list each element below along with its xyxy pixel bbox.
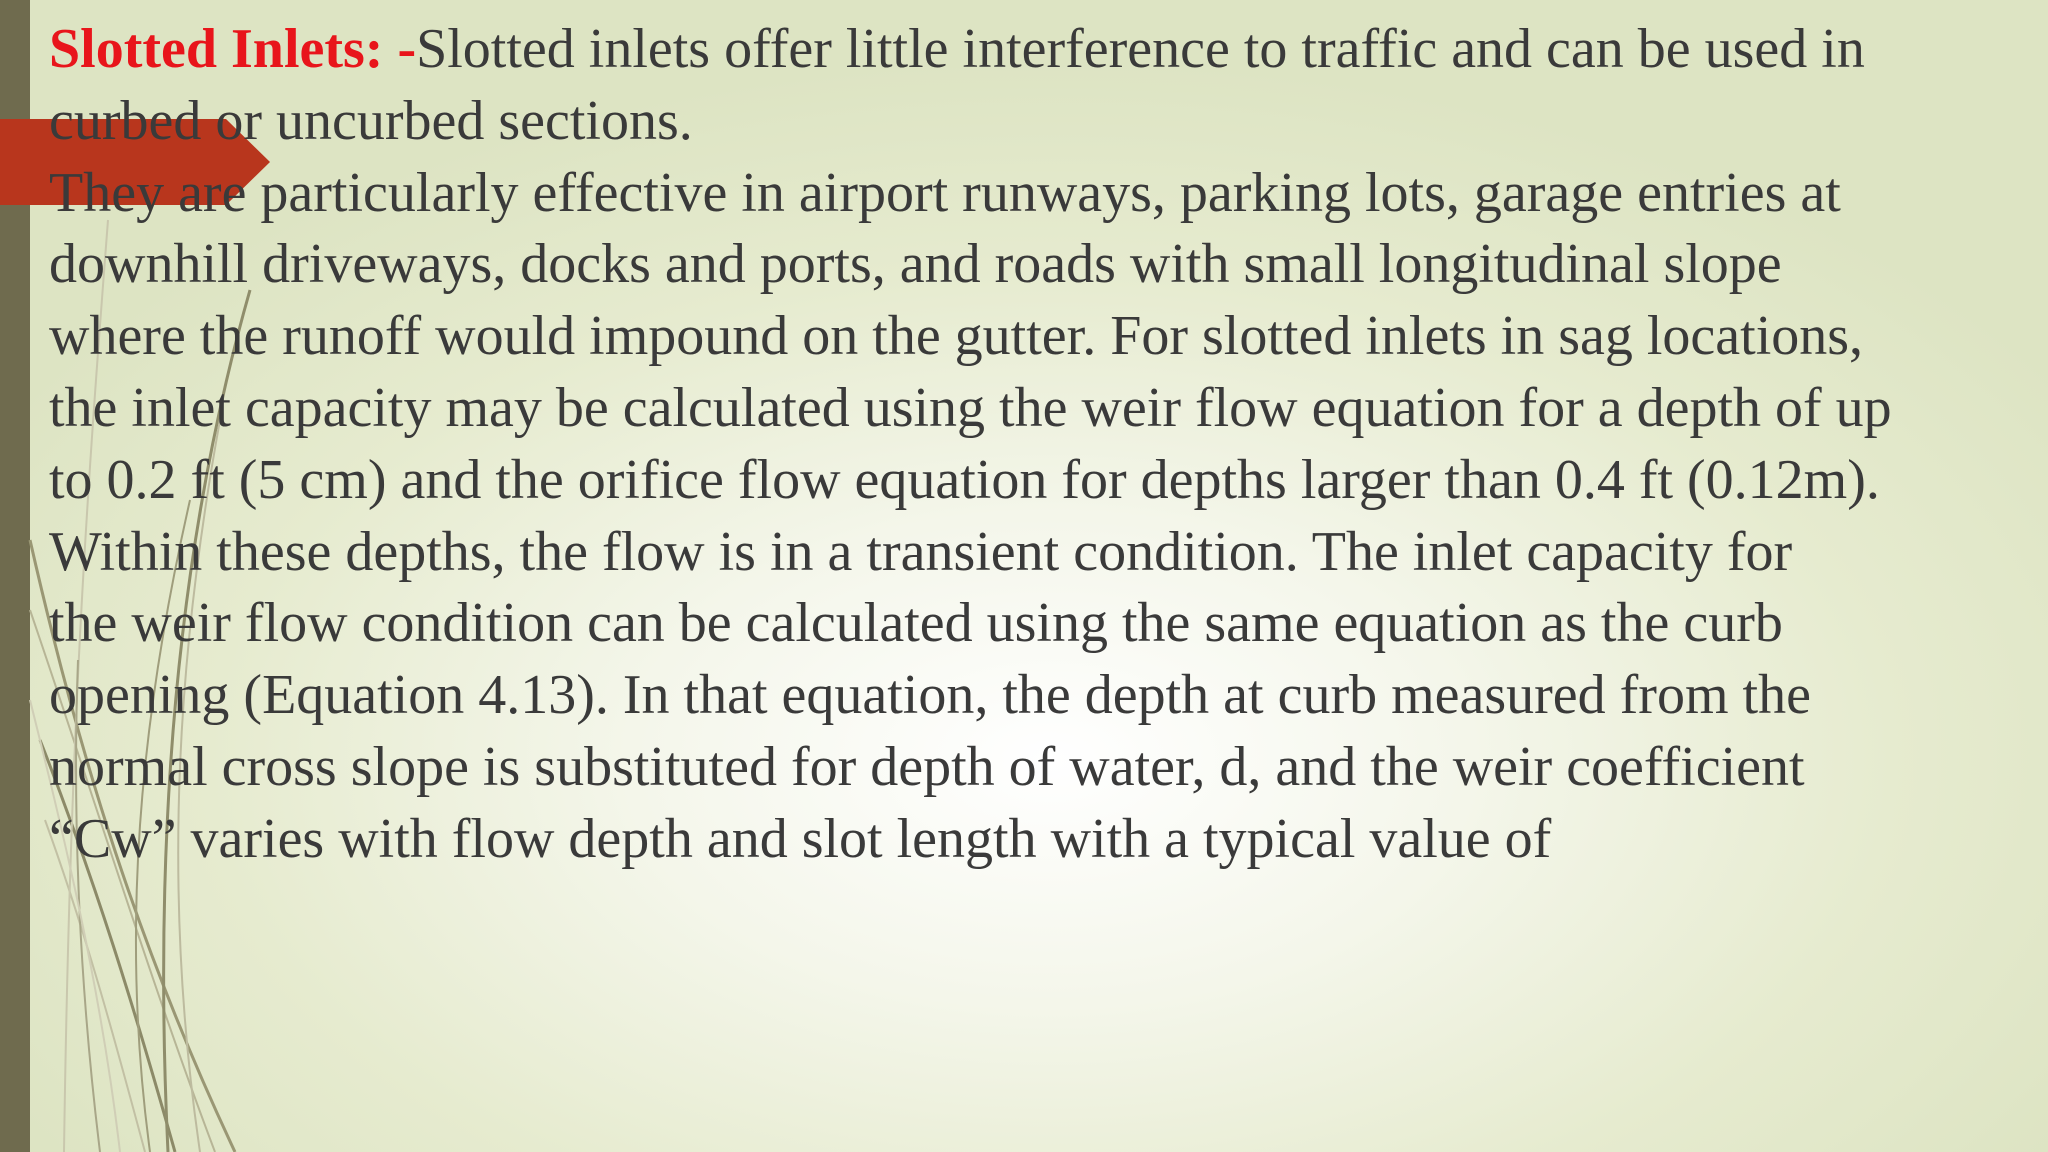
text-line xyxy=(49,14,2034,86)
slide-heading: Slotted Inlets: - xyxy=(49,18,417,80)
text-line: opening (Equation 4.13). In that equation, the depth at curb measured from the xyxy=(49,664,1811,727)
text-line: They are particularly effective in airport runways, parking lots, garage entries at xyxy=(49,161,1841,224)
text-line: the weir flow condition can be calculated using the same equation as the curb xyxy=(49,592,1783,655)
text-line: the inlet capacity may be calculated using the weir flow equation for a depth of up xyxy=(49,376,1892,439)
text-line: downhill driveways, docks and ports, and roads with small longitudinal slope xyxy=(49,233,1782,296)
text-line: to 0.2 ft (5 cm) and the orifice flow equation for depths larger than 0.4 ft (0.12m). xyxy=(49,448,1880,511)
text-line: “Cw” varies with flow depth and slot length with a typical value of xyxy=(49,807,1552,870)
text-line-content: Slotted inlets offer little interference to traffic and can be used in xyxy=(416,18,1865,80)
text-line: where the runoff would impound on the gutter. For slotted inlets in sag locations, xyxy=(49,305,1864,368)
text-line: Within these depths, the flow is in a transient condition. The inlet capacity for xyxy=(49,520,1793,583)
text-line: normal cross slope is substituted for depth of water, d, and the weir coefficient xyxy=(49,735,1805,798)
slide-body-text xyxy=(49,14,2034,876)
text-line: curbed or uncurbed sections. xyxy=(49,89,693,152)
